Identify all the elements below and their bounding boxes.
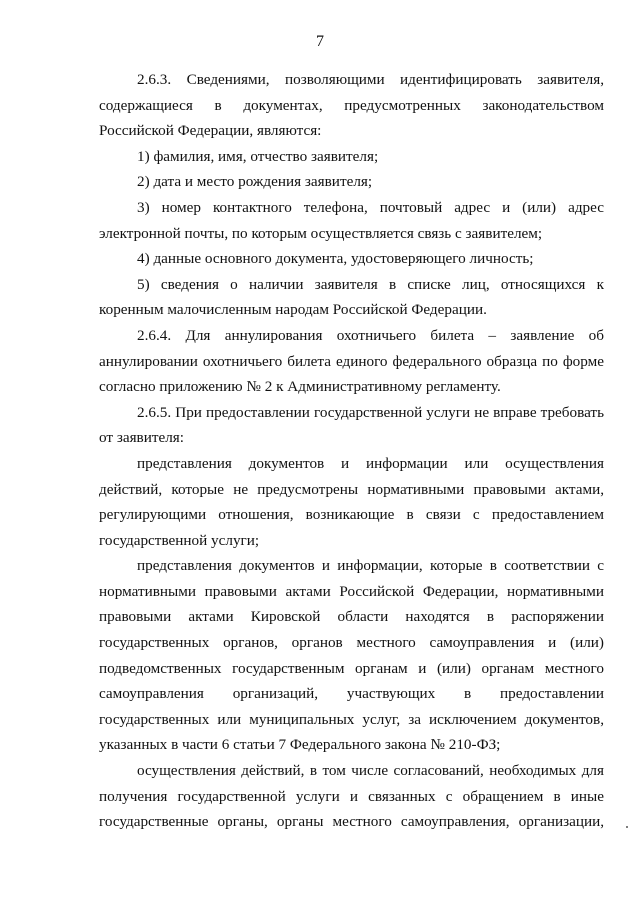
list-item-indigenous-status: 5) сведения о наличии заявителя в списке лиц, относящихся к коренным малочисленным народам Российской Федерации. bbox=[99, 275, 604, 319]
list-item-id-document: 4) данные основного документа, удостоверяющего личность; bbox=[137, 250, 534, 268]
list-item-contacts: 3) номер контактного телефона, почтовый адрес и (или) адрес электронной почты, по которым осуществляется связь с заявителем; bbox=[99, 198, 604, 242]
paragraph-2-6-4: 2.6.4. Для аннулирования охотничьего билета – заявление об аннулировании охотничьего билета единого федерального образца по форме согласно приложению № 2 к Административному регламенту. bbox=[99, 326, 604, 396]
list-item-birth: 2) дата и место рождения заявителя; bbox=[137, 173, 373, 191]
document-body bbox=[99, 67, 604, 835]
requirement-item-1: представления документов и информации или осуществления действий, которые не предусмотрены нормативными правовыми актами, регулирующими отношения, возникающие в связи с предоставлением государственной услуги; bbox=[99, 454, 604, 549]
list-item-full-name: 1) фамилия, имя, отчество заявителя; bbox=[137, 147, 379, 165]
scan-artifact-dot bbox=[626, 826, 628, 828]
paragraph-2-6-5: 2.6.5. При предоставлении государственной услуги не вправе требовать от заявителя: bbox=[99, 403, 604, 447]
requirement-item-2: представления документов и информации, которые в соответствии с нормативными правовыми актами Российской Федерации, нормативными правовыми актами Кировской области находятся в распоряжении государственных органов, органов местного самоуправления и (или) подведомственных государственным органам и (или) органам местного самоуправления организаций, участвующих в предоставлении государственных или муниципальных услуг, за исключением документов, указанных в части 6 статьи 7 Федерального закона № 210-ФЗ; bbox=[99, 557, 604, 754]
paragraph-2-6-3: 2.6.3. Сведениями, позволяющими идентифицировать заявителя, содержащиеся в документах, предусмотренных законодательством Российской Федерации, являются: bbox=[99, 71, 604, 140]
page-number: 7 bbox=[316, 33, 324, 50]
requirement-item-3: осуществления действий, в том числе согласований, необходимых для получения государственной услуги и связанных с обращением в иные государственные органы, органы местного самоуправления, организации, bbox=[99, 762, 604, 831]
